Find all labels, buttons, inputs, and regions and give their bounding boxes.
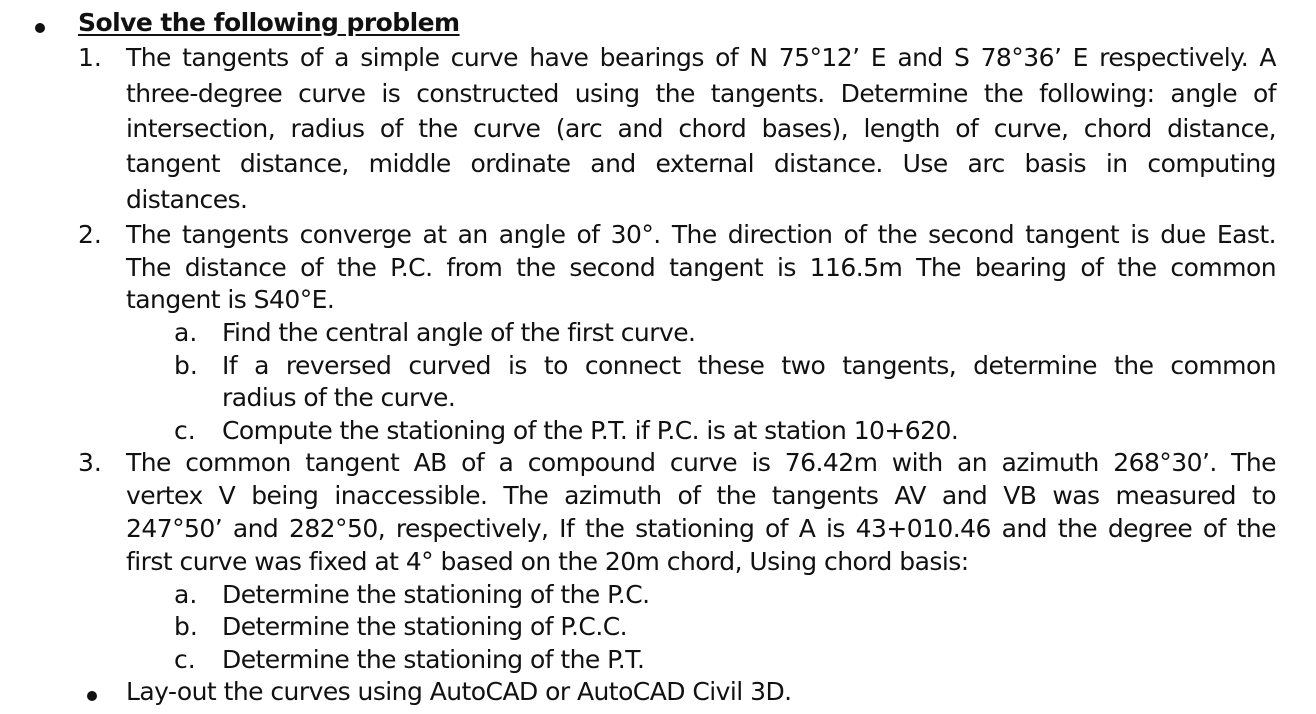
problem-2-sub-c-letter: c. bbox=[174, 416, 196, 445]
problem-2-sub-a-letter: a. bbox=[174, 318, 198, 347]
problem-2-line-3: tangent is S40°E. bbox=[126, 285, 335, 314]
problem-1-line-4: tangent distance, middle ordinate and external distance. Use arc basis in computing bbox=[126, 149, 1276, 178]
problem-3-sub-b-text: Determine the stationing of P.C.C. bbox=[222, 612, 628, 641]
problem-2-sub-b-letter: b. bbox=[174, 351, 198, 380]
problem-1-line-1: The tangents of a simple curve have bearings of N 75°12’ E and S 78°36’ E respectively. A bbox=[126, 43, 1276, 72]
problem-3-sub-b-letter: b. bbox=[174, 612, 198, 641]
problem-3-sub-c-text: Determine the stationing of the P.T. bbox=[222, 645, 645, 674]
problem-3-line-1: The common tangent AB of a compound curve is 76.42m with an azimuth 268°30’. The bbox=[126, 448, 1276, 477]
problem-2-number: 2. bbox=[78, 220, 102, 249]
problem-3-sub-a-text: Determine the stationing of the P.C. bbox=[222, 580, 650, 609]
final-bullet-text: Lay-out the curves using AutoCAD or AutoCAD Civil 3D. bbox=[126, 677, 792, 706]
problem-1-line-2: three-degree curve is constructed using the tangents. Determine the following: angle of bbox=[126, 79, 1276, 108]
bullet-icon bbox=[87, 691, 97, 701]
section-heading: Solve the following problem bbox=[78, 8, 460, 37]
problem-1-number: 1. bbox=[78, 43, 102, 72]
problem-2-sub-c-text: Compute the stationing of the P.T. if P.C. is at station 10+620. bbox=[222, 416, 959, 445]
bullet-icon bbox=[35, 23, 45, 33]
problem-2-sub-b-line-2: radius of the curve. bbox=[222, 383, 456, 412]
problem-2-line-2: The distance of the P.C. from the second tangent is 116.5m The bearing of the common bbox=[126, 253, 1276, 282]
problem-2-sub-b-line-1: If a reversed curved is to connect these two tangents, determine the common bbox=[222, 351, 1276, 380]
problem-3-line-2: vertex V being inaccessible. The azimuth of the tangents AV and VB was measured to bbox=[126, 481, 1276, 510]
problem-2-line-1: The tangents converge at an angle of 30°. The direction of the second tangent is due East. bbox=[126, 220, 1276, 249]
problem-2-sub-a-text: Find the central angle of the first curve. bbox=[222, 318, 696, 347]
problem-3-sub-a-letter: a. bbox=[174, 580, 198, 609]
problem-1-line-5: distances. bbox=[126, 185, 248, 214]
problem-3-sub-c-letter: c. bbox=[174, 645, 196, 674]
problem-3-line-3: 247°50’ and 282°50, respectively, If the stationing of A is 43+010.46 and the degree of the bbox=[126, 514, 1276, 543]
problem-3-number: 3. bbox=[78, 448, 102, 477]
problem-1-line-3: intersection, radius of the curve (arc and chord bases), length of curve, chord distance, bbox=[126, 114, 1276, 143]
problem-3-line-4: first curve was fixed at 4° based on the 20m chord, Using chord basis: bbox=[126, 547, 969, 576]
